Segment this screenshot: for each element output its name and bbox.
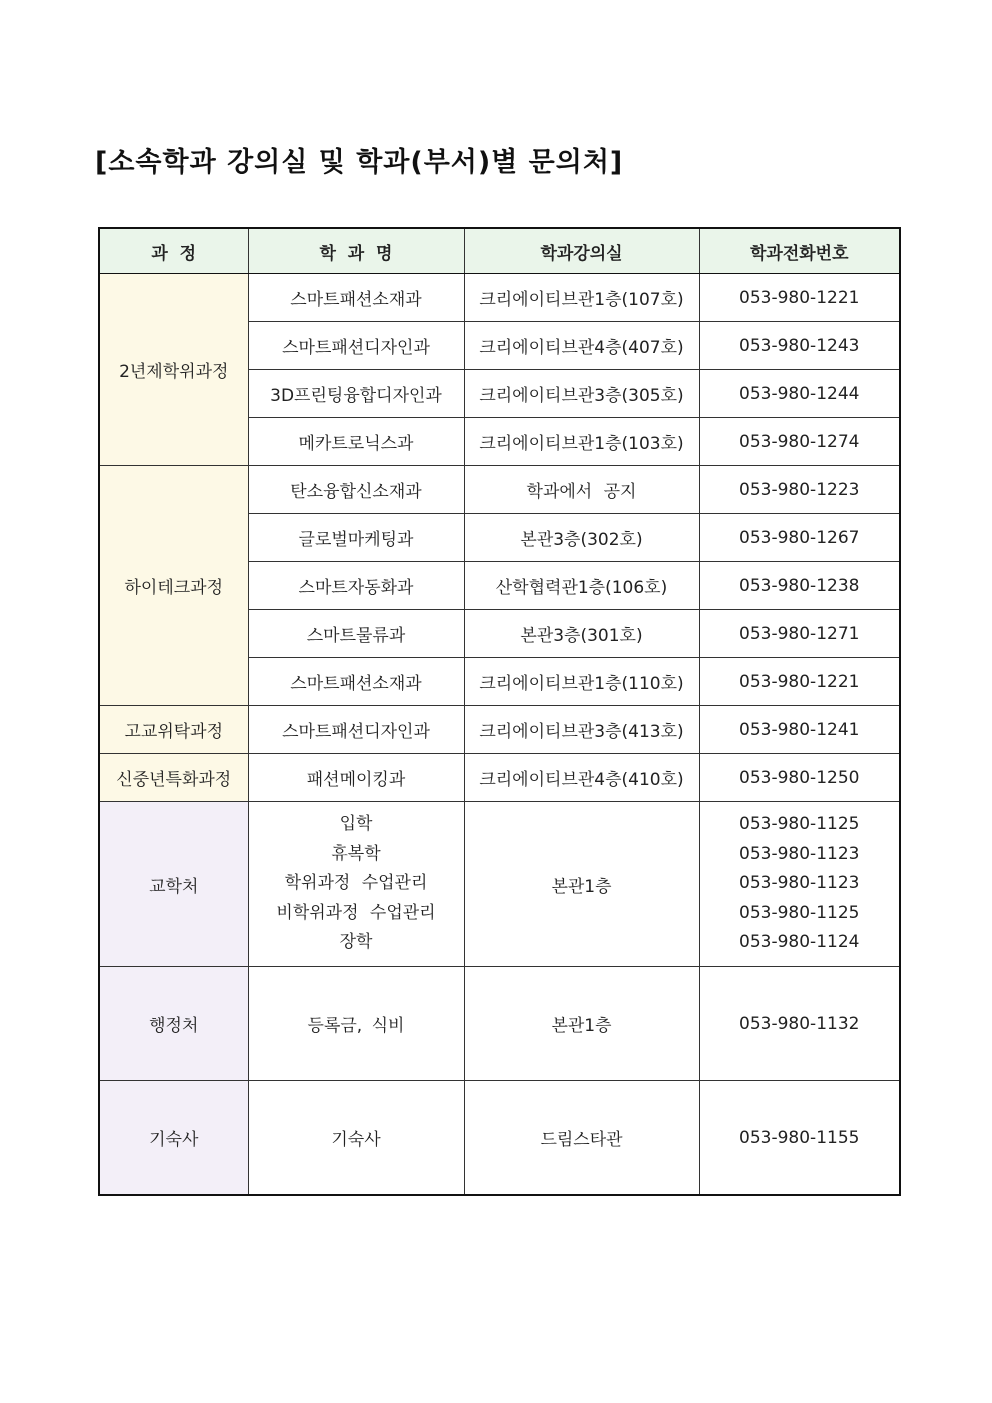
dept-cell: 스마트패션디자인과 <box>248 322 464 370</box>
table-row <box>99 802 900 967</box>
dept-cell: 스마트자동화과 <box>248 562 464 610</box>
dept-cell: 3D프린팅융합디자인과 <box>248 370 464 418</box>
dept-cell: 메카트로닉스과 <box>248 418 464 466</box>
group-cell: 하이테크과정 <box>99 466 248 706</box>
group-cell: 교학처 <box>99 802 248 967</box>
dept-cell: 스마트물류과 <box>248 610 464 658</box>
phone-item: 053-980-1123 <box>739 873 860 894</box>
phone-list-cell <box>699 802 900 967</box>
room-cell: 크리에이티브관1층(107호) <box>464 274 699 322</box>
phone-cell: 053-980-1221 <box>699 274 900 322</box>
room-cell: 학과에서 공지 <box>464 466 699 514</box>
phone-cell: 053-980-1274 <box>699 418 900 466</box>
header-classroom: 학과강의실 <box>464 228 699 274</box>
dept-item: 휴복학 <box>331 843 381 864</box>
room-cell: 본관1층 <box>464 967 699 1081</box>
page-title: [소속학과 강의실 및 학과(부서)별 문의처] <box>95 147 624 178</box>
dept-item: 학위과정 수업관리 <box>284 873 428 894</box>
table-row <box>99 754 900 802</box>
table-row <box>99 466 900 514</box>
phone-cell: 053-980-1155 <box>699 1081 900 1196</box>
table-header-row <box>99 228 900 274</box>
dept-item: 장학 <box>339 932 373 953</box>
phone-cell: 053-980-1250 <box>699 754 900 802</box>
phone-item: 053-980-1123 <box>739 843 860 864</box>
phone-item: 053-980-1125 <box>739 814 860 835</box>
dept-list-cell <box>248 802 464 967</box>
room-cell: 본관3층(301호) <box>464 610 699 658</box>
table-row <box>99 1081 900 1196</box>
dept-cell: 스마트패션소재과 <box>248 274 464 322</box>
room-cell: 크리에이티브관1층(103호) <box>464 418 699 466</box>
phone-cell: 053-980-1221 <box>699 658 900 706</box>
header-course: 과 정 <box>99 228 248 274</box>
dept-cell: 스마트패션디자인과 <box>248 706 464 754</box>
table-row <box>99 274 900 322</box>
group-cell: 고교위탁과정 <box>99 706 248 754</box>
dept-cell: 스마트패션소재과 <box>248 658 464 706</box>
header-phone: 학과전화번호 <box>699 228 900 274</box>
room-cell: 크리에이티브관3층(413호) <box>464 706 699 754</box>
room-cell: 드림스타관 <box>464 1081 699 1196</box>
header-department: 학 과 명 <box>248 228 464 274</box>
phone-cell: 053-980-1132 <box>699 967 900 1081</box>
phone-cell: 053-980-1241 <box>699 706 900 754</box>
room-cell: 산학협력관1층(106호) <box>464 562 699 610</box>
phone-cell: 053-980-1267 <box>699 514 900 562</box>
table-row <box>99 706 900 754</box>
phone-cell: 053-980-1244 <box>699 370 900 418</box>
phone-cell: 053-980-1223 <box>699 466 900 514</box>
dept-cell: 패션메이킹과 <box>248 754 464 802</box>
phone-cell: 053-980-1238 <box>699 562 900 610</box>
phone-item: 053-980-1125 <box>739 902 860 923</box>
phone-cell: 053-980-1243 <box>699 322 900 370</box>
dept-cell: 등록금, 식비 <box>248 967 464 1081</box>
room-cell: 본관1층 <box>464 802 699 967</box>
dept-item: 입학 <box>339 814 373 835</box>
phone-item: 053-980-1124 <box>739 932 860 953</box>
room-cell: 크리에이티브관4층(407호) <box>464 322 699 370</box>
group-cell: 신중년특화과정 <box>99 754 248 802</box>
room-cell: 크리에이티브관1층(110호) <box>464 658 699 706</box>
room-cell: 크리에이티브관4층(410호) <box>464 754 699 802</box>
contact-table <box>98 227 901 1196</box>
group-cell: 기숙사 <box>99 1081 248 1196</box>
group-cell: 2년제학위과정 <box>99 274 248 466</box>
dept-cell: 글로벌마케팅과 <box>248 514 464 562</box>
dept-cell: 기숙사 <box>248 1081 464 1196</box>
group-cell: 행정처 <box>99 967 248 1081</box>
table-row <box>99 967 900 1081</box>
dept-cell: 탄소융합신소재과 <box>248 466 464 514</box>
dept-item: 비학위과정 수업관리 <box>276 902 436 923</box>
phone-cell: 053-980-1271 <box>699 610 900 658</box>
room-cell: 크리에이티브관3층(305호) <box>464 370 699 418</box>
room-cell: 본관3층(302호) <box>464 514 699 562</box>
